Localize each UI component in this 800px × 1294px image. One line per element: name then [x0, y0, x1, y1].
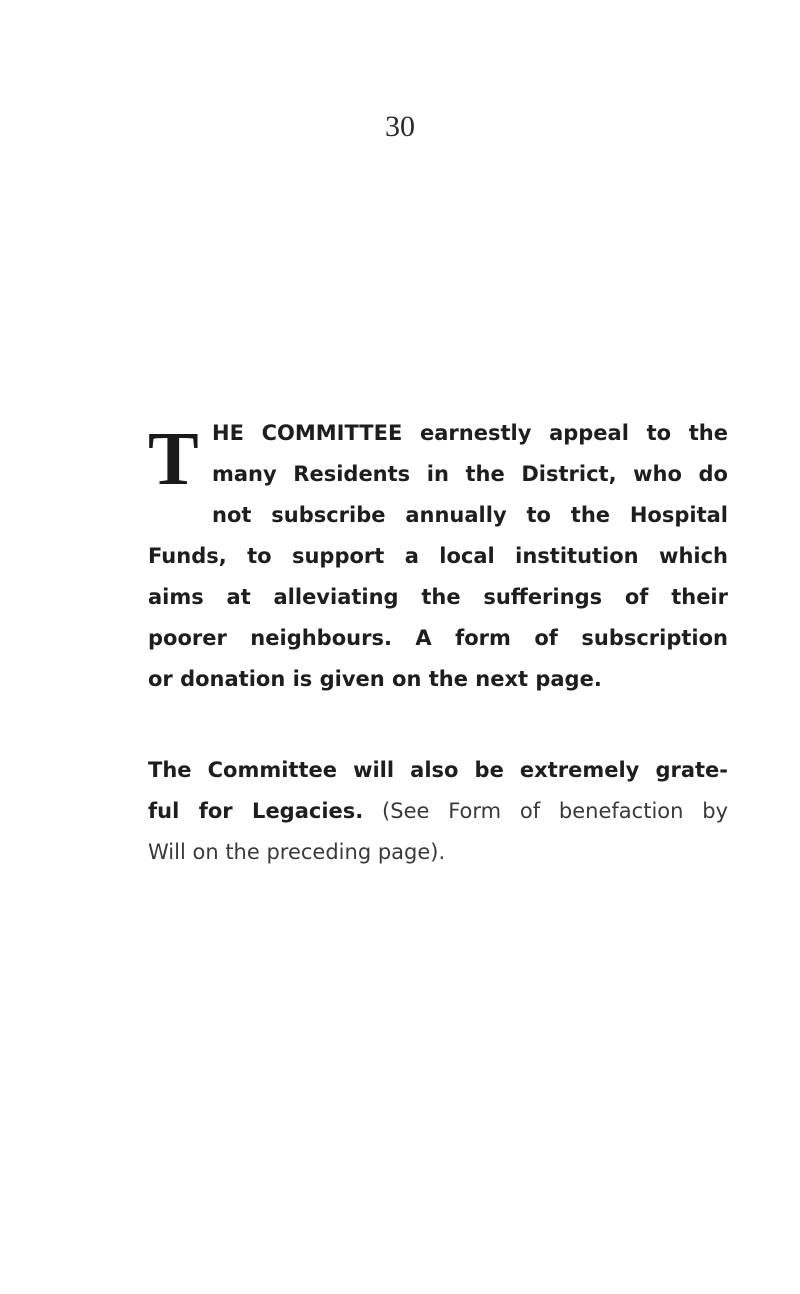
appeal-line: Funds, to support a local institution which — [148, 544, 728, 568]
legacies-regular-text: (See Form of benefaction by — [363, 799, 728, 823]
legacies-line — [148, 791, 728, 832]
appeal-line: aims at alleviating the sufferings of their — [148, 585, 728, 609]
legacies-bold-text: ful for Legacies. — [148, 799, 364, 823]
appeal-line: or donation is given on the next page. — [148, 667, 602, 691]
drop-cap: T — [148, 417, 199, 501]
legacies-line: The Committee will also be extremely grate- — [148, 758, 728, 782]
appeal-line: not subscribe annually to the Hospital — [212, 503, 728, 527]
page-number: 30 — [385, 110, 415, 143]
appeal-paragraph — [148, 413, 728, 700]
appeal-line: many Residents in the District, who do — [212, 462, 728, 486]
legacies-paragraph — [148, 750, 728, 873]
appeal-line: poorer neighbours. A form of subscription — [148, 626, 728, 650]
legacies-line: Will on the preceding page). — [148, 840, 446, 864]
appeal-line: HE COMMITTEE earnestly appeal to the — [212, 421, 728, 445]
